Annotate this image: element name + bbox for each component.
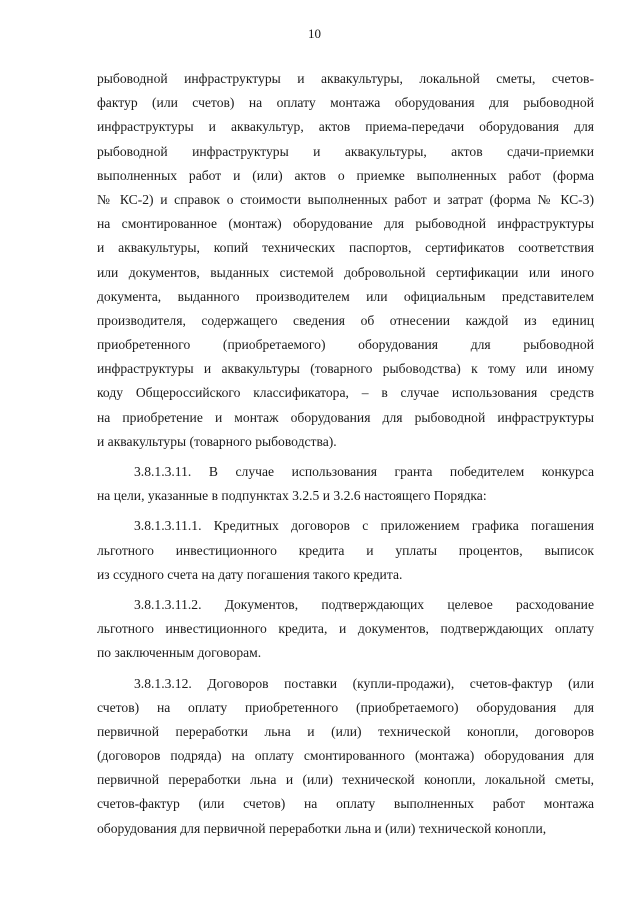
text-line: инфраструктуры и аквакультуры (товарного рыбоводства) к тому или иному (97, 361, 594, 377)
text-line: 3.8.1.3.11.1. Кредитных договоров с приложением графика погашения (134, 518, 594, 534)
text-line: приобретенного (приобретаемого) оборудования для рыбоводной (97, 337, 594, 353)
text-line: льготного инвестиционного кредита, и документов, подтверждающих оплату (97, 621, 594, 637)
text-line: на цели, указанные в подпунктах 3.2.5 и 3.2.6 настоящего Порядка: (97, 488, 487, 504)
text-line: рыбоводной инфраструктуры и аквакультуры, локальной сметы, счетов- (97, 71, 594, 86)
paragraph-p1 (97, 67, 594, 454)
text-line: фактур (или счетов) на оплату монтажа оборудования для рыбоводной (97, 95, 594, 111)
paragraph-p3 (97, 514, 594, 587)
text-line: льготного инвестиционного кредита и уплаты процентов, выписок (97, 542, 594, 558)
text-line: № КС-2) и справок о стоимости выполненных работ и затрат (форма № КС-3) (97, 191, 594, 207)
page-number: 10 (308, 26, 321, 41)
text-line: и аквакультуры, копий технических паспортов, сертификатов соответствия (97, 240, 594, 256)
text-line: счетов) на оплату приобретенного (приобретаемого) оборудования для (97, 699, 594, 715)
text-line: коду Общероссийского классификатора, – в случае использования средств (97, 385, 594, 401)
document-body (97, 67, 594, 841)
text-line: производителя, содержащего сведения об отнесении каждой из единиц (97, 312, 594, 328)
text-line: (договоров подряда) на оплату смонтированного (монтажа) оборудования для (97, 748, 594, 764)
text-line: выполненных работ и (или) актов о приемке выполненных работ (форма (97, 167, 594, 183)
text-line: или документов, выданных системой добровольной сертификации или иного (97, 264, 594, 280)
text-line: по заключенным договорам. (97, 645, 262, 661)
text-line: рыбоводной инфраструктуры и аквакультуры, актов сдачи-приемки (97, 143, 594, 159)
text-line: счетов-фактур (или счетов) на оплату выполненных работ монтажа (97, 796, 594, 812)
paragraph-p4 (97, 593, 594, 666)
text-line: 3.8.1.3.11.2. Документов, подтверждающих целевое расходование (134, 596, 594, 612)
text-line: первичной переработки льна и (или) технической конопли, локальной сметы, (97, 772, 594, 788)
text-line: оборудования для первичной переработки льна и (или) технической конопли, (97, 820, 547, 836)
paragraph-p5 (97, 672, 594, 841)
text-line: и аквакультуры (товарного рыбоводства). (97, 433, 337, 449)
text-line: из ссудного счета на дату погашения такого кредита. (97, 566, 403, 582)
text-line: на смонтированное (монтаж) оборудование для рыбоводной инфраструктуры (97, 216, 594, 232)
text-line: 3.8.1.3.11. В случае использования гранта победителем конкурса (134, 464, 594, 479)
text-line: на приобретение и монтаж оборудования для рыбоводной инфраструктуры (97, 409, 594, 425)
text-line: 3.8.1.3.12. Договоров поставки (купли-продажи), счетов-фактур (или (134, 675, 594, 691)
text-line: первичной переработки льна и (или) технической конопли, договоров (97, 723, 594, 739)
text-line: инфраструктуры и аквакультур, актов приема-передачи оборудования для (97, 119, 594, 135)
text-line: документа, выданного производителем или официальным представителем (97, 288, 594, 304)
paragraph-p2 (97, 460, 594, 508)
